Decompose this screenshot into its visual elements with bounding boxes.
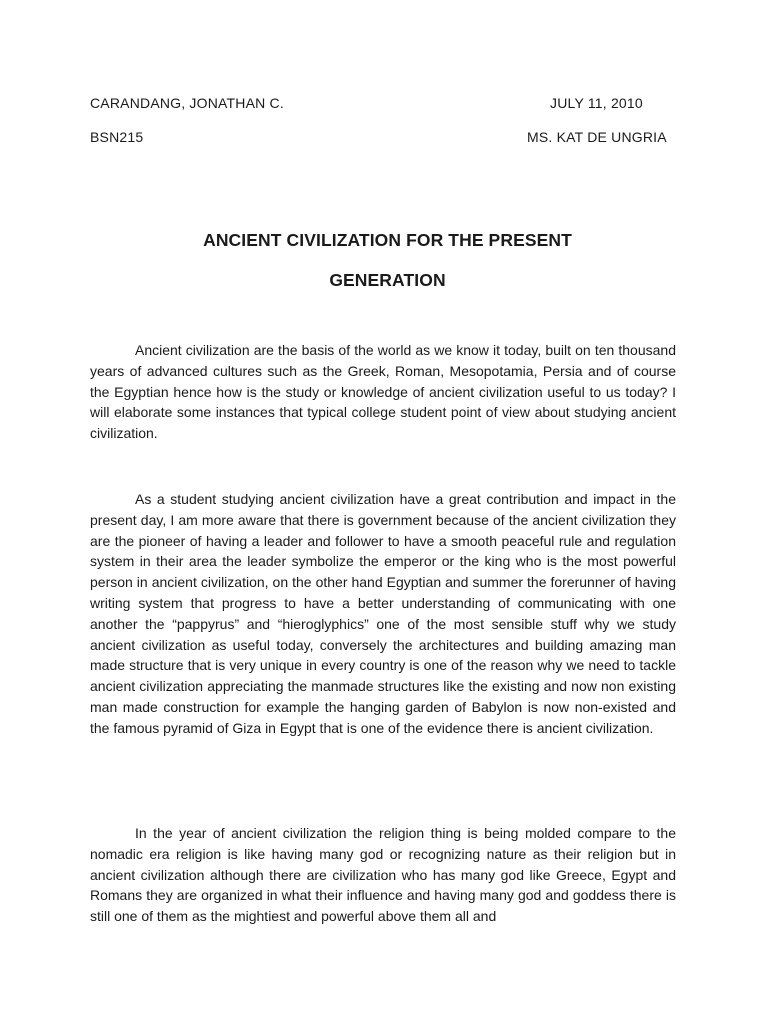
essay-title-line-1: ANCIENT CIVILIZATION FOR THE PRESENT: [203, 230, 572, 250]
submission-date: JULY 11, 2010: [550, 95, 643, 111]
instructor-name: MS. KAT DE UNGRIA: [527, 129, 667, 145]
essay-title-line-2: GENERATION: [329, 270, 446, 290]
paragraph-intro: Ancient civilization are the basis of the world as we know it today, built on ten thousand years of advanced cultures such as the Greek, Roman, Mesopotamia, Persia and of course the Egyptian hence how is the study or knowledge of ancient civilization useful to us today? I will elaborate some instances that typical college student point of view about studying ancient civilization.: [90, 342, 676, 442]
author-name: CARANDANG, JONATHAN C.: [90, 95, 284, 111]
paragraph-religion: In the year of ancient civilization the religion thing is being molded compare to the nomadic era religion is like having many god or recognizing nature as their religion but in ancient civilization although there are civilization who has many god like Greece, Egypt and Romans they are organized in what their influence and having many god and goddess there is still one of them as the mightiest and powerful above them all and: [90, 825, 676, 925]
section-code: BSN215: [90, 129, 144, 145]
paragraph-government-writing: As a student studying ancient civilization have a great contribution and impact in the present day, I am more aware that there is government because of the ancient civilization they are the pioneer of having a leader and follower to have a smooth peaceful rule and regulation system in their area the leader symbolize the emperor or the king who is the most powerful person in ancient civilization, on the other hand Egyptian and summer the forerunner of having writing system that progress to have a better understanding of communicating with one another the “pappyrus” and “hieroglyphics” one of the most sensible stuff why we study ancient civilization as useful today, conversely the architectures and building amazing man made structure that is very unique in every country is one of the reason why we need to tackle ancient civilization appreciating the manmade structures like the existing and now non existing man made construction for example the hanging garden of Babylon is now non-existed and the famous pyramid of Giza in Egypt that is one of the evidence there is ancient civilization.: [90, 491, 676, 736]
